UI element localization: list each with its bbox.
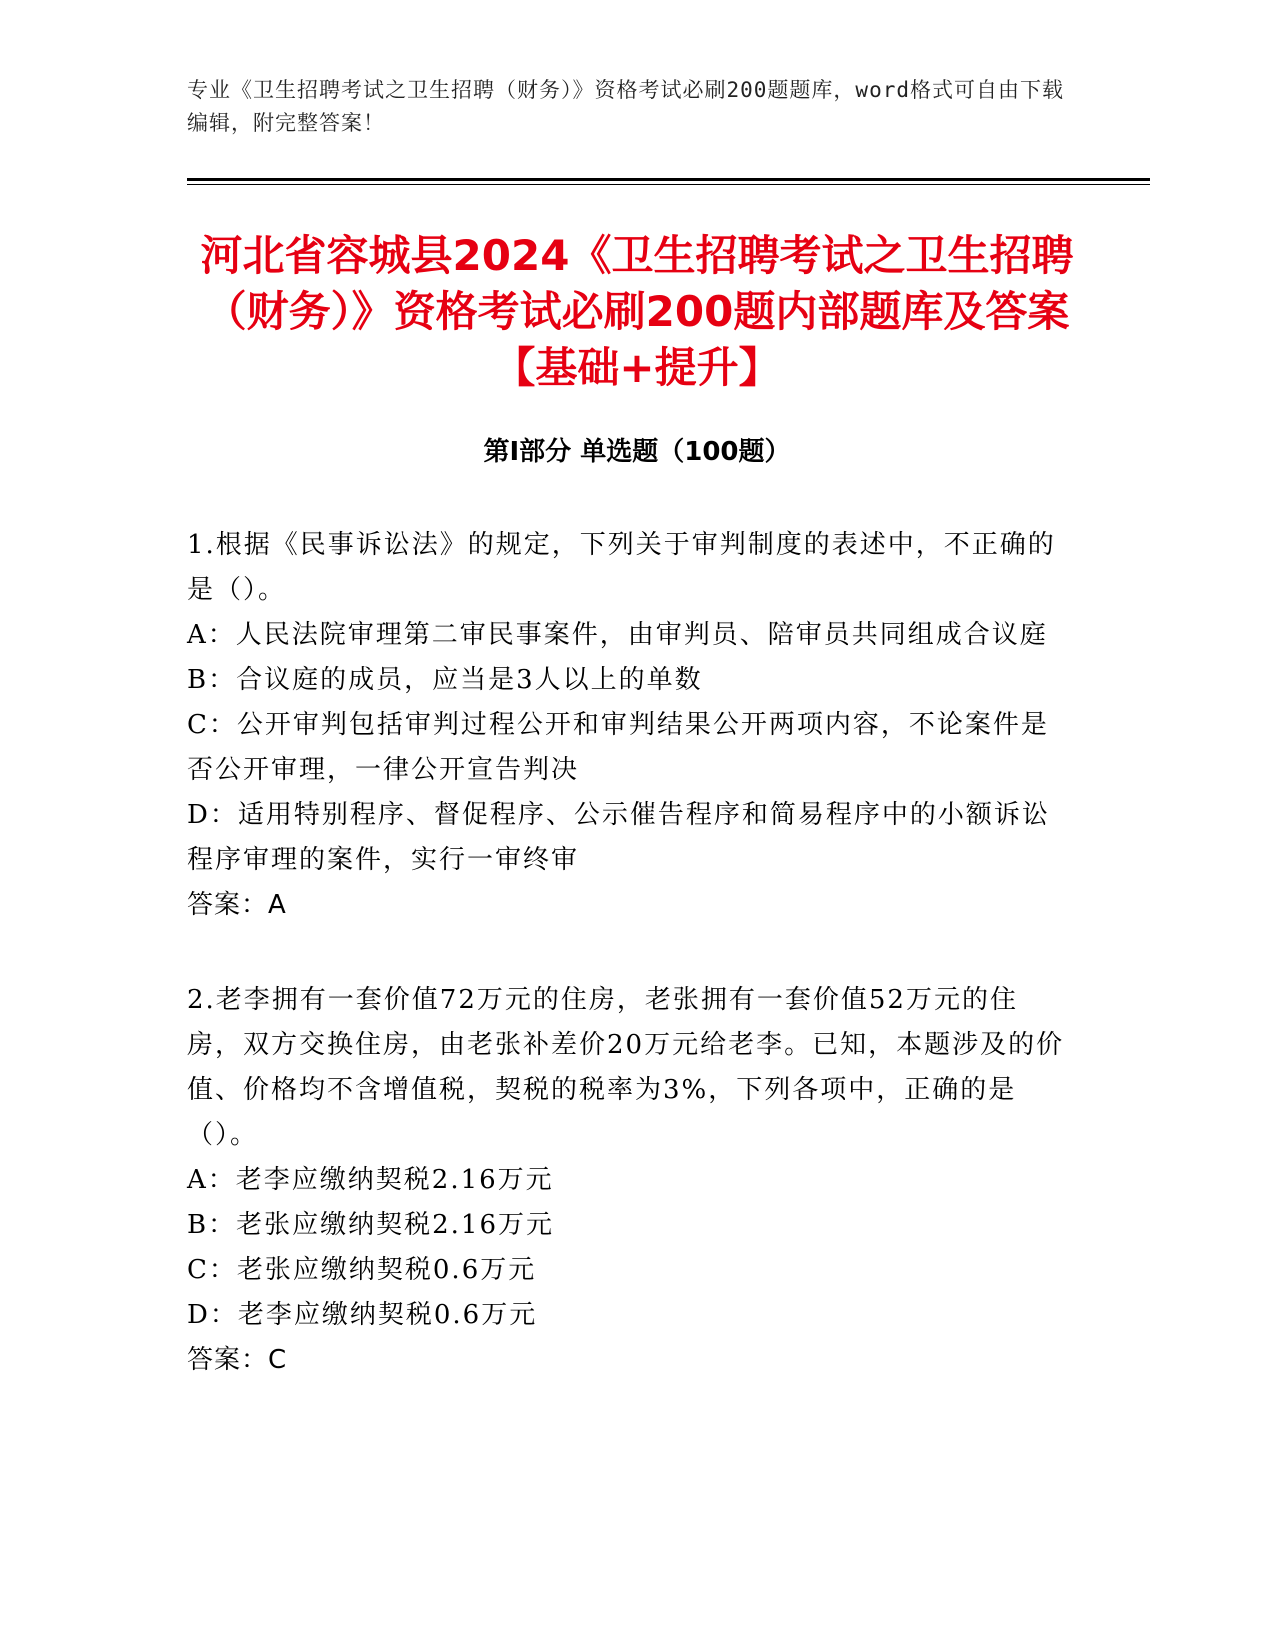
question-stem: 2.老李拥有一套价值72万元的住房，老张拥有一套价值52万元的住房，双方交换住房，由老张补差价20万元给老李。已知，本题涉及的价值、价格均不含增值税，契税的税率为3%，下列各项中，正确的是（）。 xyxy=(187,985,1065,1150)
option-c: C：公开审判包括审判过程公开和审判结果公开两项内容，不论案件是否公开审理，一律公开宣告判决 xyxy=(187,710,1049,785)
option-d: D：适用特别程序、督促程序、公示催告程序和简易程序中的小额诉讼程序审理的案件，实行一审终审 xyxy=(187,800,1050,875)
option-b: B：合议庭的成员，应当是3人以上的单数 xyxy=(187,665,703,695)
header-divider-thin xyxy=(187,184,1150,185)
question-1 xyxy=(187,523,1067,928)
question-2 xyxy=(187,978,1067,1383)
answer: 答案：C xyxy=(187,1345,288,1375)
answer: 答案：A xyxy=(187,890,287,920)
document-title: 河北省容城县2024《卫生招聘考试之卫生招聘（财务）》资格考试必刷200题内部题库及答案【基础+提升】 xyxy=(200,231,1074,392)
header-note: 专业《卫生招聘考试之卫生招聘（财务）》资格考试必刷200题题库，word格式可自由下载编辑，附完整答案！ xyxy=(187,78,1064,135)
option-b: B：老张应缴纳契税2.16万元 xyxy=(187,1210,554,1240)
question-stem: 1.根据《民事诉讼法》的规定，下列关于审判制度的表述中，不正确的是（）。 xyxy=(187,530,1056,605)
header-divider-thick xyxy=(187,178,1150,181)
option-d: D：老李应缴纳契税0.6万元 xyxy=(187,1300,538,1330)
section-title: 第Ⅰ部分 单选题（100题） xyxy=(483,437,791,467)
option-a: A：老李应缴纳契税2.16万元 xyxy=(187,1165,554,1195)
option-a: A：人民法院审理第二审民事案件，由审判员、陪审员共同组成合议庭 xyxy=(187,620,1048,650)
option-c: C：老张应缴纳契税0.6万元 xyxy=(187,1255,537,1285)
